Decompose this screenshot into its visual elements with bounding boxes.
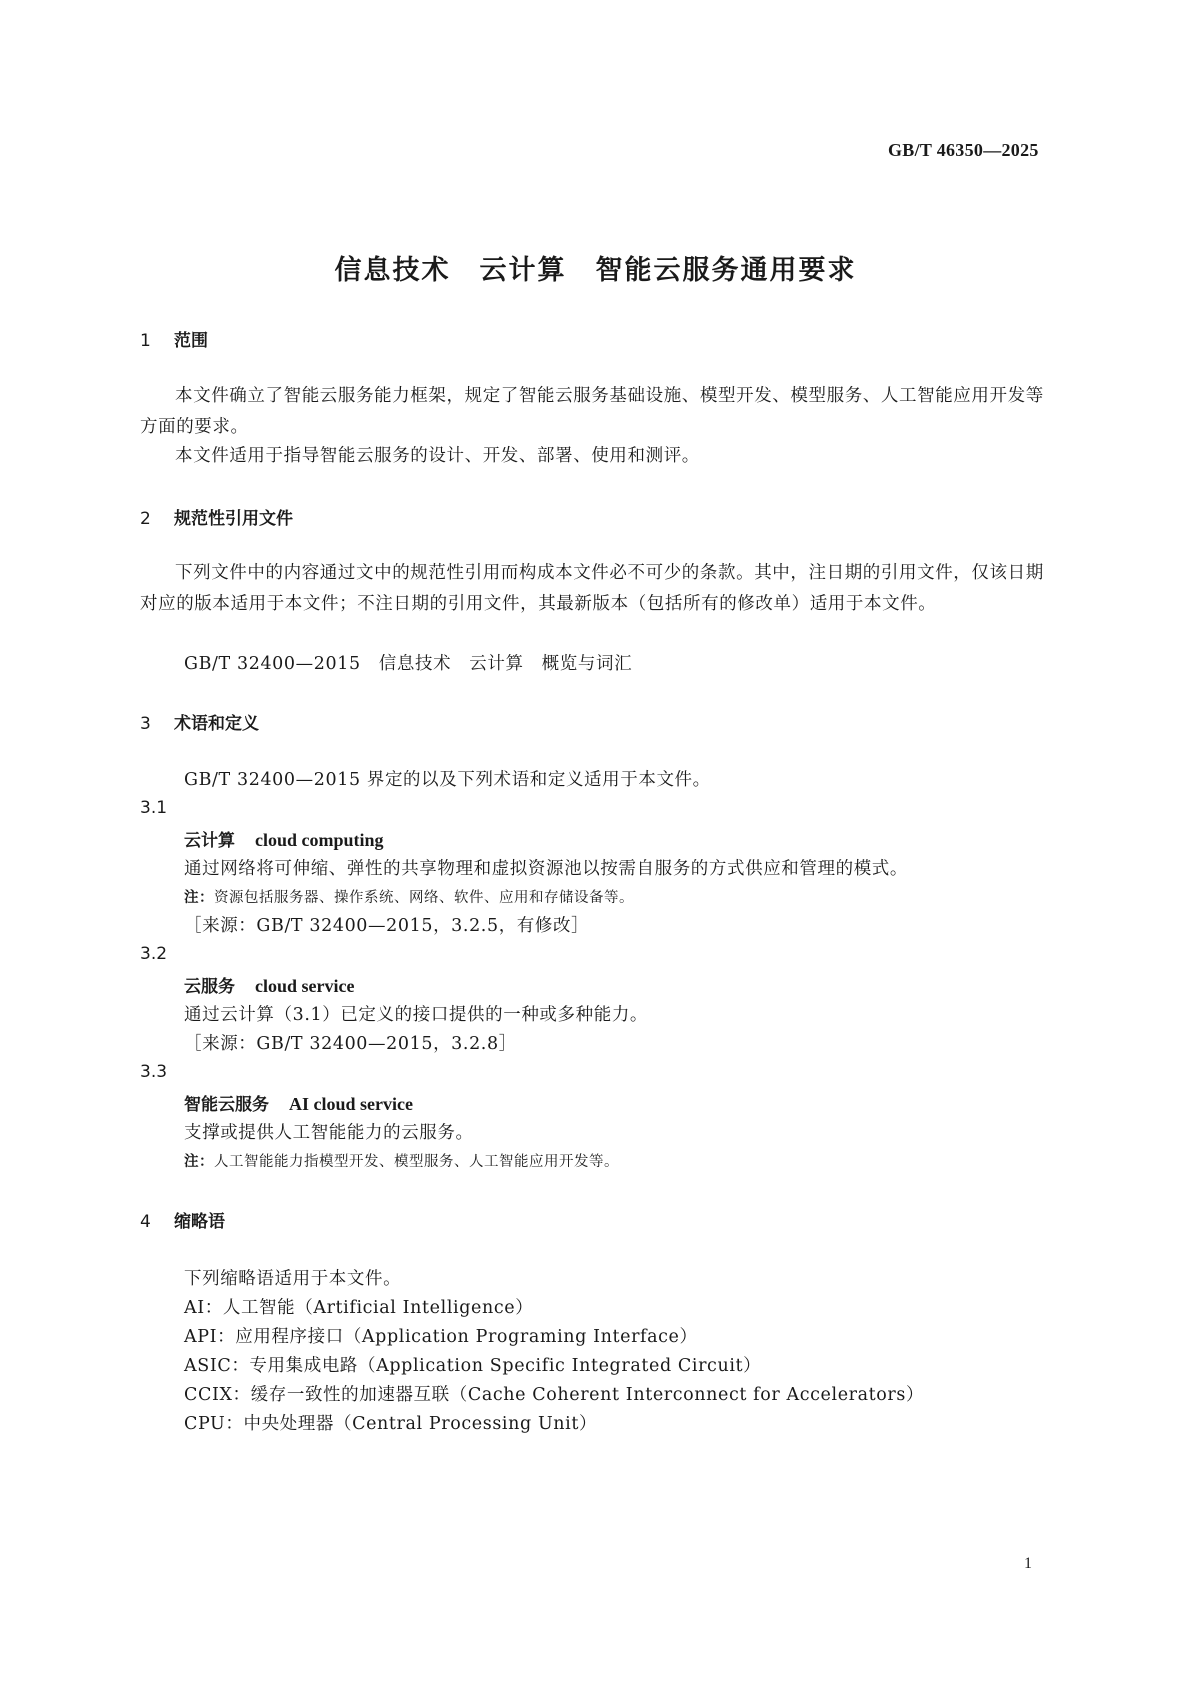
term-definition: 通过云计算（3.1）已定义的接口提供的一种或多种能力。 [184, 1005, 649, 1025]
abbreviation-item: CCIX：缓存一致性的加速器互联（Cache Coherent Interconnect for Accelerators） [184, 1385, 925, 1405]
section-heading-abbreviations [140, 1207, 225, 1232]
term-name-zh: 云计算 [184, 831, 235, 851]
paragraph: 本文件适用于指导智能云服务的设计、开发、部署、使用和测评。 [175, 446, 700, 466]
section-heading-scope [140, 326, 208, 351]
section-heading-terms-definitions [140, 709, 259, 734]
section-number: 2 [140, 509, 151, 529]
normative-reference: GB/T 32400—2015 信息技术 云计算 概览与词汇 [184, 654, 633, 674]
paragraph: GB/T 32400—2015 界定的以及下列术语和定义适用于本文件。 [184, 770, 711, 790]
term-source: ［来源：GB/T 32400—2015，3.2.8］ [184, 1034, 517, 1054]
section-title: 规范性引用文件 [174, 509, 293, 529]
abbreviation-item: ASIC：专用集成电路（Application Specific Integrated Circuit） [184, 1356, 762, 1376]
term-name [184, 826, 384, 851]
term-name [184, 972, 354, 997]
term-source: ［来源：GB/T 32400—2015，3.2.5，有修改］ [184, 916, 590, 936]
standard-number: GB/T 46350—2025 [888, 140, 1039, 160]
term-name [184, 1090, 413, 1115]
term-name-en: cloud computing [255, 830, 384, 850]
term-name-zh: 云服务 [184, 977, 235, 997]
section-heading-normative-references [140, 504, 293, 529]
note-label: 注： [184, 1154, 214, 1170]
paragraph: 下列缩略语适用于本文件。 [184, 1269, 402, 1289]
page-number: 1 [1024, 1555, 1032, 1572]
abbreviation-item: API：应用程序接口（Application Programing Interface） [184, 1327, 698, 1347]
section-title: 缩略语 [174, 1212, 225, 1232]
abbreviation-item: AI：人工智能（Artificial Intelligence） [184, 1298, 534, 1318]
term-number: 3.1 [140, 798, 168, 818]
term-name-en: AI cloud service [289, 1094, 413, 1114]
document-title: 信息技术 云计算 智能云服务通用要求 [334, 255, 857, 286]
section-number: 4 [140, 1212, 151, 1232]
term-definition: 支撑或提供人工智能能力的云服务。 [184, 1123, 474, 1143]
term-note [184, 1150, 619, 1171]
paragraph: 下列文件中的内容通过文中的规范性引用而构成本文件必不可少的条款。其中，注日期的引用文件，仅该日期对应的版本适用于本文件；不注日期的引用文件，其最新版本（包括所有的修改单）适用于本文件。 [140, 563, 1044, 614]
section-title: 范围 [174, 331, 208, 351]
abbreviation-item: CPU：中央处理器（Central Processing Unit） [184, 1414, 598, 1434]
term-number: 3.2 [140, 944, 168, 964]
section-number: 1 [140, 331, 151, 351]
term-definition: 通过网络将可伸缩、弹性的共享物理和虚拟资源池以按需自服务的方式供应和管理的模式。 [184, 859, 908, 879]
section-title: 术语和定义 [174, 714, 259, 734]
note-label: 注： [184, 890, 214, 906]
term-name-en: cloud service [255, 976, 355, 996]
paragraph: 本文件确立了智能云服务能力框架，规定了智能云服务基础设施、模型开发、模型服务、人工智能应用开发等方面的要求。 [140, 386, 1044, 437]
note-text: 人工智能能力指模型开发、模型服务、人工智能应用开发等。 [214, 1154, 619, 1170]
term-note [184, 886, 634, 907]
note-text: 资源包括服务器、操作系统、网络、软件、应用和存储设备等。 [214, 890, 634, 906]
term-number: 3.3 [140, 1062, 168, 1082]
term-name-zh: 智能云服务 [184, 1095, 269, 1115]
section-number: 3 [140, 714, 151, 734]
